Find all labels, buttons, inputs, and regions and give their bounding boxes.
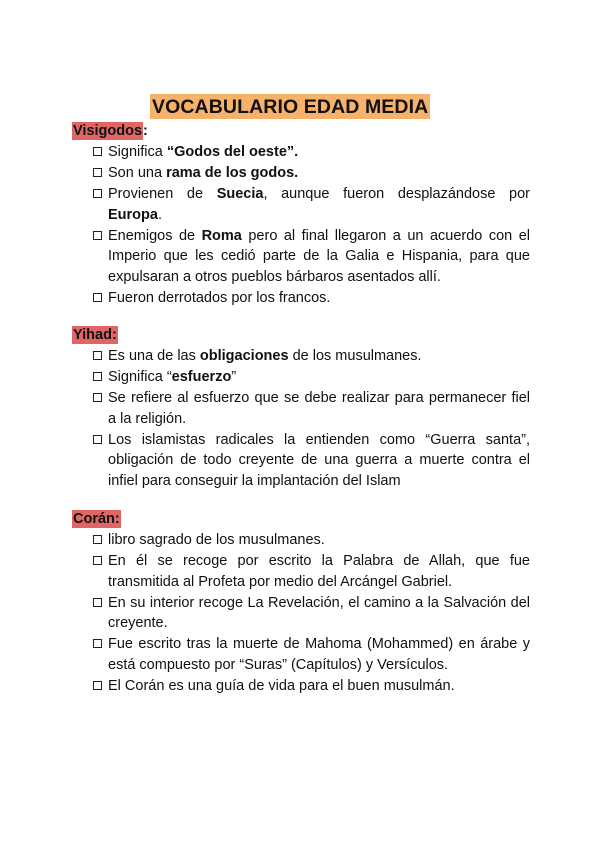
item-text: , aunque fueron desplazándose por <box>263 186 530 202</box>
section-heading-colon: : <box>143 123 148 139</box>
section-yihad <box>72 326 530 492</box>
checkbox-icon <box>93 598 102 607</box>
checkbox-icon <box>93 556 102 565</box>
list-item <box>72 367 530 388</box>
item-bold-text: “Godos del oeste”. <box>166 144 299 160</box>
section-visigodos <box>72 122 530 309</box>
item-text: En él se recoge por escrito la Palabra de Allah, que fue transmitida al Profeta por medio del Arcángel Gabriel. <box>108 553 530 590</box>
list-item <box>72 551 530 592</box>
list-item <box>72 676 530 697</box>
item-text: Se refiere al esfuerzo que se debe realizar para permanecer fiel a la religión. <box>108 390 530 427</box>
checkbox-icon <box>93 681 102 690</box>
checkbox-icon <box>93 351 102 360</box>
checkbox-icon <box>93 189 102 198</box>
item-bold-text: Roma <box>201 227 242 244</box>
section-heading: Visigodos <box>73 123 143 139</box>
bullet-list <box>72 530 530 696</box>
item-text: En su interior recoge La Revelación, el camino a la Salvación del creyente. <box>108 594 530 631</box>
item-text: Enemigos de <box>108 227 202 244</box>
section-coran <box>72 510 530 697</box>
item-text: . <box>157 206 162 223</box>
checkbox-icon <box>93 435 102 444</box>
item-text: pero al final llegaron a un acuerdo con el Imperio que les cedió parte de la Galia e Hispania, para que expulsaran a otros pueblos bárbaros asentados allí. <box>108 227 530 285</box>
list-item <box>72 530 530 551</box>
checkbox-icon <box>93 147 102 156</box>
checkbox-icon <box>93 293 102 302</box>
list-item <box>72 634 530 675</box>
list-item <box>72 163 530 184</box>
list-item <box>72 288 530 309</box>
item-text: Fueron derrotados por los francos. <box>108 289 331 306</box>
item-bold-text: rama de los godos. <box>166 165 299 181</box>
list-item <box>72 346 530 367</box>
item-text: El Corán es una guía de vida para el buen musulmán. <box>108 677 455 694</box>
item-text: de los musulmanes. <box>288 348 422 364</box>
list-item <box>72 142 530 163</box>
section-heading: Corán: <box>73 511 120 527</box>
list-item <box>72 388 530 429</box>
item-text: Los islamistas radicales la entienden como “Guerra santa”, obligación de todo creyente de una guerra a muerte contra el infiel para conseguir la implantación del Islam <box>108 431 530 489</box>
checkbox-icon <box>93 372 102 381</box>
item-text: Es una de las <box>108 348 200 364</box>
checkbox-icon <box>93 231 102 240</box>
item-text: ” <box>231 369 237 385</box>
item-bold-text: Suecia <box>216 186 264 202</box>
page-title: VOCABULARIO EDAD MEDIA <box>152 96 429 118</box>
item-text: Son una <box>108 165 167 181</box>
item-text: Fue escrito tras la muerte de Mahoma (Mohammed) en árabe y está compuesto por “Suras” (Capítulos) y Versículos. <box>108 636 530 673</box>
checkbox-icon <box>93 535 102 544</box>
bullet-list <box>72 142 530 308</box>
item-text: Significa “ <box>108 369 172 385</box>
checkbox-icon <box>93 393 102 402</box>
list-item <box>72 226 530 288</box>
list-item <box>72 430 530 492</box>
item-bold-text: obligaciones <box>199 348 289 364</box>
section-heading: Yihad: <box>73 327 117 343</box>
checkbox-icon <box>93 639 102 648</box>
list-item <box>72 593 530 634</box>
checkbox-icon <box>93 168 102 177</box>
item-text: Significa <box>108 144 167 160</box>
item-bold-text: esfuerzo <box>171 369 232 385</box>
list-item <box>72 184 530 225</box>
bullet-list <box>72 346 530 491</box>
item-text: Provienen de <box>108 186 217 202</box>
item-bold-text: Europa <box>108 206 158 223</box>
item-text: libro sagrado de los musulmanes. <box>108 532 325 548</box>
